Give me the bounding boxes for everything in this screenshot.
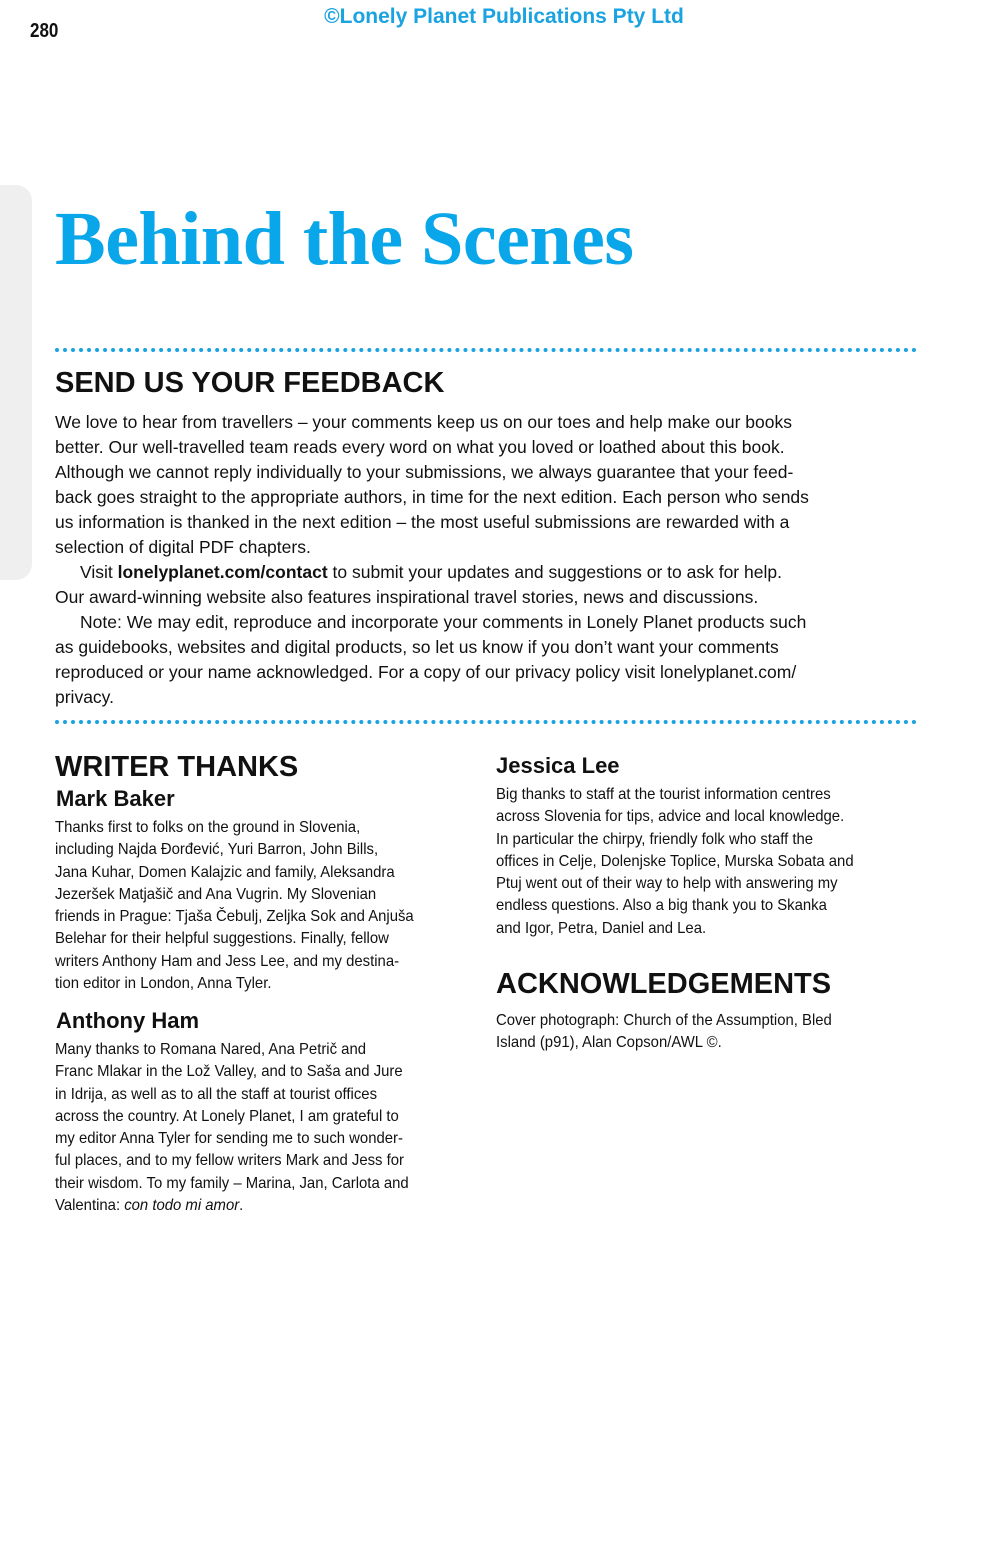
text-segment: . bbox=[239, 1197, 244, 1215]
italic-text: con todo mi amor bbox=[124, 1197, 240, 1215]
text-line: In particular the chirpy, friendly folk who staff the bbox=[496, 830, 814, 848]
text-line: us information is thanked in the next edition – the most useful submissions are rewarded with a bbox=[55, 512, 790, 532]
text-line: Belehar for their helpful suggestions. Finally, fellow bbox=[55, 930, 389, 948]
text-line: in Idrija, as well as to all the staff at tourist offices bbox=[55, 1085, 378, 1103]
text-line: Our award-winning website also features inspirational travel stories, news and discussions. bbox=[55, 587, 759, 607]
text-segment: to submit your updates and suggestions or to ask for help. bbox=[327, 562, 782, 582]
text-line: Jezeršek Matjašič and Ana Vugrin. My Slovenian bbox=[55, 885, 377, 903]
text-line: We love to hear from travellers – your comments keep us on our toes and help make our books bbox=[55, 412, 792, 432]
text-line: Ptuj went out of their way to help with answering my bbox=[496, 875, 838, 893]
text-line: including Najda Đorđević, Yuri Barron, John Bills, bbox=[55, 841, 379, 859]
mark-baker-thanks bbox=[55, 817, 414, 995]
text-line: across Slovenia for tips, advice and local knowledge. bbox=[496, 808, 845, 826]
text-line: Jana Kuhar, Domen Kalajzic and family, Aleksandra bbox=[55, 863, 395, 881]
dotted-divider bbox=[55, 720, 917, 724]
text-line: Island (p91), Alan Copson/AWL ©. bbox=[496, 1034, 722, 1052]
writer-name-mark-baker: Mark Baker bbox=[56, 786, 175, 811]
text-line: better. Our well-travelled team reads every word on what you loved or loathed about this book. bbox=[55, 437, 785, 457]
text-line: Thanks first to folks on the ground in Slovenia, bbox=[55, 819, 361, 836]
text-line: and Igor, Petra, Daniel and Lea. bbox=[496, 919, 707, 937]
text-line: back goes straight to the appropriate authors, in time for the next edition. Each person who sends bbox=[55, 487, 809, 507]
text-line bbox=[55, 610, 809, 635]
text-line: friends in Prague: Tjaša Čebulj, Zeljka Sok and Anjuša bbox=[55, 908, 414, 926]
page-number: 280 bbox=[30, 20, 59, 42]
feedback-heading: SEND US YOUR FEEDBACK bbox=[55, 367, 445, 399]
text-segment: Valentina: bbox=[55, 1197, 125, 1215]
copyright-notice: ©Lonely Planet Publications Pty Ltd bbox=[324, 5, 684, 28]
page-title: Behind the Scenes bbox=[55, 197, 634, 281]
acknowledgements-heading: ACKNOWLEDGEMENTS bbox=[496, 968, 832, 1000]
writer-name-anthony-ham: Anthony Ham bbox=[56, 1008, 199, 1033]
text-line: my editor Anna Tyler for sending me to such wonder- bbox=[55, 1130, 403, 1148]
anthony-ham-thanks bbox=[55, 1039, 409, 1217]
text-line: Big thanks to staff at the tourist information centres bbox=[496, 786, 831, 803]
text-line: Although we cannot reply individually to your submissions, we always guarantee that your feed- bbox=[55, 462, 794, 482]
text-segment: Visit bbox=[80, 562, 118, 582]
text-line: tion editor in London, Anna Tyler. bbox=[55, 975, 272, 993]
jessica-lee-thanks bbox=[496, 784, 854, 940]
text-line: across the country. At Lonely Planet, I am grateful to bbox=[55, 1107, 399, 1125]
text-line: their wisdom. To my family – Marina, Jan, Carlota and bbox=[55, 1174, 409, 1192]
side-tab bbox=[0, 185, 32, 580]
text-line: selection of digital PDF chapters. bbox=[55, 537, 311, 557]
text-line: reproduced or your name acknowledged. For a copy of our privacy policy visit lonelyplanet.com/ bbox=[55, 662, 797, 682]
text-line: as guidebooks, websites and digital products, so let us know if you don’t want your comments bbox=[55, 637, 779, 657]
text-line: Franc Mlakar in the Lož Valley, and to Saša and Jure bbox=[55, 1063, 403, 1081]
text-line: endless questions. Also a big thank you to Skanka bbox=[496, 897, 827, 915]
text-line bbox=[55, 560, 809, 585]
text-segment: Note: We may edit, reproduce and incorporate your comments in Lonely Planet products such bbox=[80, 612, 807, 632]
text-line: Many thanks to Romana Nared, Ana Petrič and bbox=[55, 1041, 366, 1058]
writer-thanks-heading: WRITER THANKS bbox=[55, 751, 299, 783]
writer-name-jessica-lee: Jessica Lee bbox=[496, 753, 620, 778]
text-line: offices in Celje, Dolenjske Toplice, Murska Sobata and bbox=[496, 852, 854, 870]
dotted-divider bbox=[55, 348, 917, 352]
text-line bbox=[55, 1195, 409, 1217]
text-line: privacy. bbox=[55, 687, 114, 707]
feedback-text bbox=[55, 410, 809, 710]
acknowledgements-text bbox=[496, 1010, 832, 1055]
contact-link-text: lonelyplanet.com/contact bbox=[117, 562, 328, 582]
text-line: writers Anthony Ham and Jess Lee, and my destina- bbox=[55, 952, 400, 970]
text-line: Cover photograph: Church of the Assumption, Bled bbox=[496, 1012, 832, 1029]
text-line: ful places, and to my fellow writers Mark and Jess for bbox=[55, 1152, 404, 1170]
